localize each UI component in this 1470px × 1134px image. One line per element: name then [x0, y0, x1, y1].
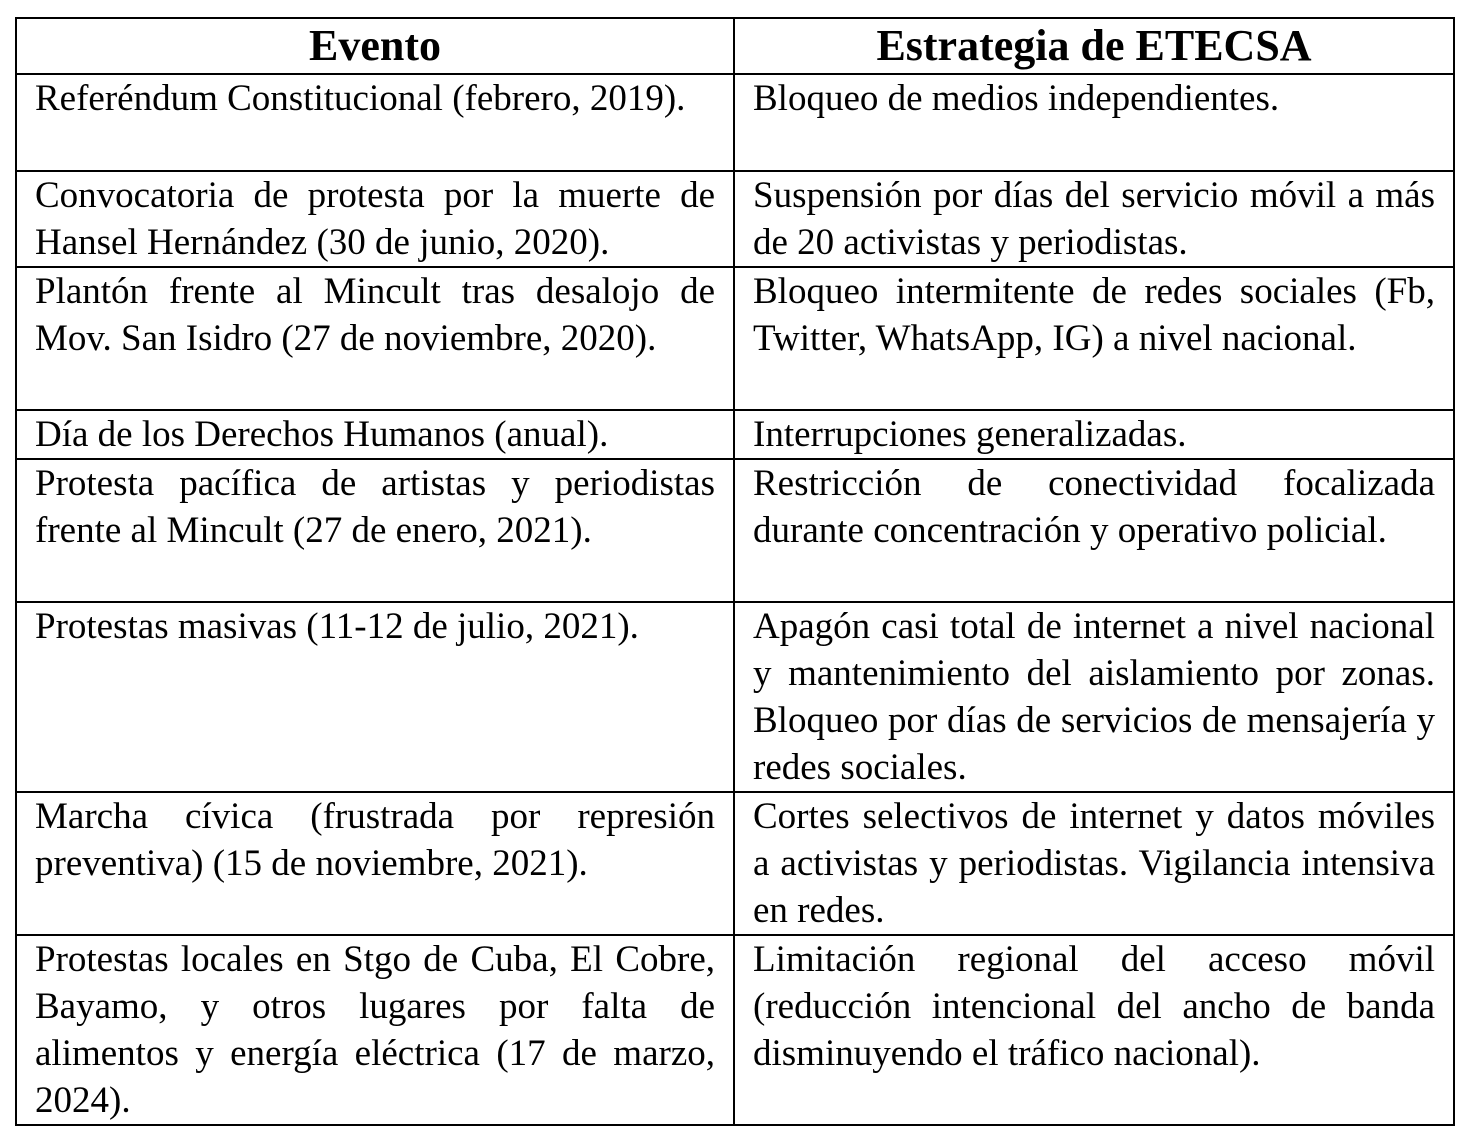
- cell-evento: Referéndum Constitucional (febrero, 2019).: [16, 74, 734, 171]
- cell-estrategia: Cortes selectivos de internet y datos móviles a activistas y periodistas. Vigilancia intensiva en redes.: [734, 792, 1454, 935]
- table-row: [16, 602, 1454, 792]
- table-row: [16, 935, 1454, 1125]
- table-row: [16, 171, 1454, 267]
- cell-estrategia: Bloqueo de medios independientes.: [734, 74, 1454, 171]
- cell-evento: Protestas masivas (11-12 de julio, 2021).: [16, 602, 734, 792]
- table-row: [16, 792, 1454, 935]
- cell-estrategia: Restricción de conectividad focalizada durante concentración y operativo policial.: [734, 459, 1454, 602]
- cell-evento: Protestas locales en Stgo de Cuba, El Cobre, Bayamo, y otros lugares por falta de alimentos y energía eléctrica (17 de marzo, 2024).: [16, 935, 734, 1125]
- cell-estrategia: Limitación regional del acceso móvil (reducción intencional del ancho de banda disminuyendo el tráfico nacional).: [734, 935, 1454, 1125]
- table-row: [16, 74, 1454, 171]
- cell-estrategia: Bloqueo intermitente de redes sociales (Fb, Twitter, WhatsApp, IG) a nivel nacional.: [734, 267, 1454, 410]
- cell-estrategia: Apagón casi total de internet a nivel nacional y mantenimiento del aislamiento por zonas. Bloqueo por días de servicios de mensajería y redes sociales.: [734, 602, 1454, 792]
- header-estrategia: Estrategia de ETECSA: [734, 18, 1454, 74]
- cell-estrategia: Suspensión por días del servicio móvil a más de 20 activistas y periodistas.: [734, 171, 1454, 267]
- table-row: [16, 267, 1454, 410]
- table-row: [16, 459, 1454, 602]
- header-row: [16, 18, 1454, 74]
- cell-evento: Plantón frente al Mincult tras desalojo de Mov. San Isidro (27 de noviembre, 2020).: [16, 267, 734, 410]
- events-strategy-table: [15, 17, 1455, 1126]
- cell-evento: Marcha cívica (frustrada por represión preventiva) (15 de noviembre, 2021).: [16, 792, 734, 935]
- table-row: [16, 410, 1454, 459]
- cell-evento: Convocatoria de protesta por la muerte de Hansel Hernández (30 de junio, 2020).: [16, 171, 734, 267]
- cell-estrategia: Interrupciones generalizadas.: [734, 410, 1454, 459]
- cell-evento: Día de los Derechos Humanos (anual).: [16, 410, 734, 459]
- cell-evento: Protesta pacífica de artistas y periodistas frente al Mincult (27 de enero, 2021).: [16, 459, 734, 602]
- header-evento: Evento: [16, 18, 734, 74]
